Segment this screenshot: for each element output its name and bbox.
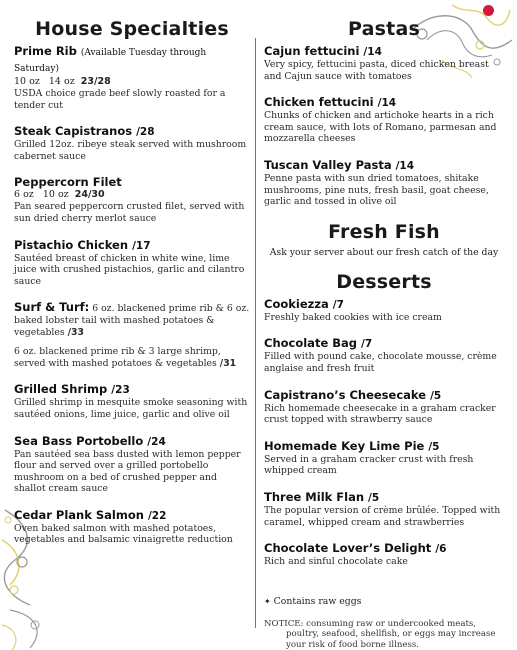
raw-eggs-text: Contains raw eggs — [273, 595, 362, 607]
item-description: Served in a graham cracker crust with fresh whipped cream — [264, 453, 474, 477]
item-name: Three Milk Flan — [264, 489, 365, 504]
notice-line-1: NOTICE: consuming raw or undercooked meats, — [264, 618, 477, 629]
menu-item-three-milk-flan — [264, 490, 504, 528]
menu-item-chocolate-lovers-delight — [264, 541, 504, 568]
item-name: Peppercorn Filet — [14, 175, 122, 190]
item-description: USDA choice grade beef slowly roasted for a tender cut — [14, 88, 226, 111]
item-price: /5 — [368, 491, 380, 504]
item-name: Cedar Plank Salmon — [14, 507, 144, 522]
item-price-option-1: /33 — [67, 326, 84, 338]
item-name: Steak Capistranos — [14, 124, 133, 139]
item-price: /24 — [147, 435, 166, 448]
menu-item-grilled-shrimp — [14, 382, 250, 420]
item-name: Capistrano’s Cheesecake — [264, 387, 427, 402]
item-description: Freshly baked cookies with ice cream — [264, 311, 442, 323]
item-price: 23/28 — [80, 76, 111, 87]
food-safety-notice — [264, 619, 504, 650]
item-name: Chocolate Bag — [264, 336, 358, 351]
menu-item-capistranos-cheesecake — [264, 388, 504, 426]
item-sizes: 10 oz 14 oz — [14, 76, 75, 87]
item-description: Rich and sinful chocolate cake — [264, 556, 408, 568]
item-description: Penne pasta with sun dried tomatoes, shitake mushrooms, pine nuts, fresh basil, goat cheese, garlic and tossed in olive oil — [264, 172, 489, 208]
item-availability-note: (Available Tuesday through Saturday) — [14, 48, 207, 74]
item-price: /23 — [111, 384, 130, 397]
item-price: /22 — [147, 509, 167, 522]
item-description: Pan sautéed sea bass dusted with lemon pepper flour and served over a grilled portobello mushroom on a bed of crushed pepper and shallot cream sauce — [14, 448, 241, 495]
red-dot-accent — [483, 5, 494, 16]
item-name: Pistachio Chicken — [14, 237, 129, 252]
item-price: 24/30 — [74, 189, 105, 201]
item-name: Cookiezza — [264, 296, 329, 311]
raw-eggs-legend — [264, 596, 504, 607]
menu-item-chocolate-bag — [264, 336, 504, 374]
item-description: Pan seared peppercorn crusted filet, served with sun dried cherry merlot sauce — [14, 201, 245, 224]
item-description: Rich homemade cheesecake in a graham cracker crust topped with strawberry sauce — [264, 402, 496, 426]
menu-item-tuscan-valley-pasta — [264, 158, 504, 208]
item-name: Cajun fettucini — [264, 44, 360, 58]
item-name: Sea Bass Portobello — [14, 433, 144, 448]
item-price: /5 — [428, 440, 440, 453]
item-name: Surf & Turf: — [14, 300, 90, 315]
item-description: Very spicy, fettucini pasta, diced chicken breast and Cajun sauce with tomatoes — [264, 59, 489, 82]
item-sizes: 6 oz 10 oz — [14, 189, 69, 201]
menu-item-peppercorn-filet — [14, 175, 250, 224]
house-specialties-column — [14, 18, 250, 559]
menu-item-pistachio-chicken — [14, 238, 250, 288]
house-specialties-title: House Specialties — [35, 18, 229, 40]
column-divider — [255, 38, 256, 628]
menu-item-key-lime-pie — [264, 439, 504, 477]
menu-item-steak-capistranos — [14, 124, 250, 162]
item-name: Grilled Shrimp — [14, 382, 108, 397]
menu-item-cookiezza — [264, 297, 504, 324]
item-price: /14 — [363, 46, 382, 58]
item-description: The popular version of crème brûlée. Topped with caramel, whipped cream and strawberries — [264, 504, 501, 528]
notice-line-rest: poultry, seafood, shellfish, or eggs may increase your risk of food borne illness. — [286, 629, 496, 650]
fresh-fish-note: Ask your server about our fresh catch of the day — [269, 246, 499, 258]
item-description-option-2: 6 oz. blackened prime rib & 3 large shrimp, served with mashed potatoes & vegetables — [14, 346, 221, 369]
desserts-title: Desserts — [336, 270, 432, 293]
item-description: Grilled shrimp in mesquite smoke seasoning with sautéed onions, lime juice, garlic and olive oil — [14, 397, 248, 420]
item-description: Oven baked salmon with mashed potatoes, vegetables and balsamic vinaigrette reduction — [14, 522, 233, 546]
item-name: Prime Rib — [14, 44, 77, 58]
raw-marker-icon: ✦ — [264, 596, 271, 606]
item-name: Chocolate Lover’s Delight — [264, 541, 432, 556]
fresh-fish-title: Fresh Fish — [328, 220, 440, 243]
item-price: /14 — [395, 159, 415, 172]
item-price: /6 — [435, 543, 447, 556]
item-price: /28 — [136, 126, 155, 139]
menu-item-cajun-fettucini — [264, 44, 504, 82]
item-description: Filled with pound cake, chocolate mousse, crème anglaise and fresh fruit — [264, 351, 497, 374]
item-description-option-1: 6 oz. blackened prime rib & 6 oz. baked lobster tail with mashed potatoes & vegetables — [14, 303, 250, 338]
item-price: /7 — [332, 298, 344, 311]
pastas-title: Pastas — [348, 18, 420, 40]
menu-item-surf-and-turf — [14, 300, 250, 369]
item-price-option-2: /31 — [219, 357, 237, 369]
menu-item-prime-rib — [14, 44, 250, 111]
item-description: Grilled 12oz. ribeye steak served with mushroom cabernet sauce — [14, 139, 247, 162]
item-description: Chunks of chicken and artichoke hearts in a rich cream sauce, with lots of Romano, parmesan and mozzarella cheeses — [264, 110, 497, 145]
item-description: Sautéed breast of chicken in white wine, lime juice with crushed pistachios, garlic and cilantro sauce — [14, 252, 245, 287]
item-price: /14 — [377, 97, 397, 110]
menu-item-chicken-fettucini — [264, 95, 504, 145]
item-name: Homemade Key Lime Pie — [264, 438, 425, 453]
item-price: /5 — [430, 389, 442, 402]
item-price: /17 — [132, 239, 151, 252]
menu-item-sea-bass-portobello — [14, 434, 250, 495]
right-column — [264, 18, 504, 650]
menu-item-cedar-plank-salmon — [14, 508, 250, 546]
item-price: /7 — [361, 338, 373, 351]
item-name: Tuscan Valley Pasta — [264, 157, 392, 172]
item-name: Chicken fettucini — [264, 95, 374, 110]
